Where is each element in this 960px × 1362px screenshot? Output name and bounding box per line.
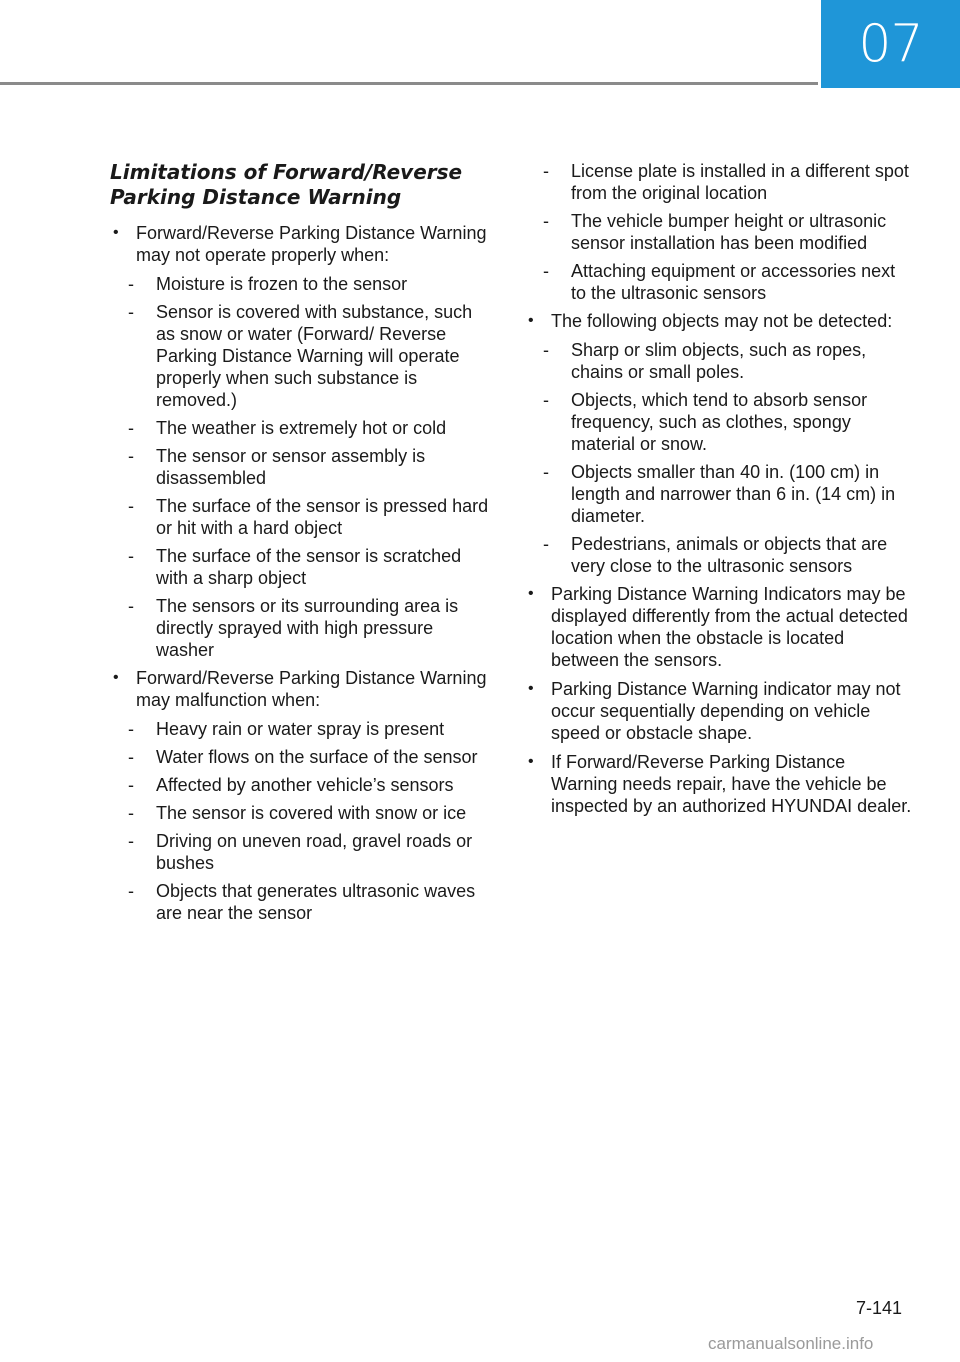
- sub-item-text: The surface of the sensor is pressed hard or hit with a hard object: [156, 496, 489, 538]
- bullet-icon: •: [113, 669, 119, 686]
- bullet-text: Parking Distance Warning Indicators may be displayed differently from the actual detected location when the obstacle is located between the sensors.: [551, 584, 908, 670]
- list-item: [525, 583, 915, 671]
- list-item: [525, 310, 915, 332]
- bullet-icon: •: [528, 312, 534, 329]
- sub-item-text: Pedestrians, animals or objects that are very close to the ultrasonic sensors: [571, 534, 888, 576]
- sub-item-text: Objects, which tend to absorb sensor frequency, such as clothes, spongy material or snow.: [571, 390, 868, 454]
- sub-list-item: [110, 417, 495, 439]
- sub-item-text: The sensor is covered with snow or ice: [156, 803, 467, 823]
- page-number: 7-141: [855, 1298, 902, 1318]
- dash-icon: -: [543, 261, 549, 281]
- sub-list-item: [525, 260, 915, 304]
- sub-list-item: [525, 160, 915, 204]
- dash-icon: -: [128, 274, 134, 294]
- sub-list-item: [110, 830, 495, 874]
- header-rule: [0, 82, 818, 85]
- sub-item-text: Heavy rain or water spray is present: [156, 719, 445, 739]
- right-column: [525, 160, 915, 824]
- sub-list-item: [525, 389, 915, 455]
- dash-icon: -: [128, 719, 134, 739]
- watermark-link[interactable]: carmanualsonline.info: [708, 1334, 874, 1353]
- bullet-icon: •: [528, 680, 534, 697]
- dash-icon: -: [128, 881, 134, 901]
- dash-icon: -: [543, 211, 549, 231]
- sub-item-text: Attaching equipment or accessories next to the ultrasonic sensors: [571, 261, 896, 303]
- list-item: [110, 222, 495, 266]
- dash-icon: -: [543, 462, 549, 482]
- sub-list-item: [110, 545, 495, 589]
- dash-icon: -: [543, 340, 549, 360]
- list-item: [525, 678, 915, 744]
- sub-list-item: [110, 495, 495, 539]
- dash-icon: -: [128, 446, 134, 466]
- sub-item-text: Moisture is frozen to the sensor: [156, 274, 408, 294]
- sub-item-text: License plate is installed in a different spot from the original location: [571, 161, 909, 203]
- sub-item-text: The weather is extremely hot or cold: [156, 418, 447, 438]
- bullet-text: Forward/Reverse Parking Distance Warning may not operate properly when:: [136, 223, 487, 265]
- dash-icon: -: [128, 546, 134, 566]
- sub-list-item: [110, 774, 495, 796]
- chapter-tab: 07: [821, 0, 960, 88]
- sub-list-item: [525, 533, 915, 577]
- dash-icon: -: [128, 831, 134, 851]
- bullet-text: Parking Distance Warning indicator may not occur sequentially depending on vehicle speed or obstacle shape.: [551, 679, 901, 743]
- bullet-icon: •: [113, 224, 119, 241]
- sub-list-item: [110, 718, 495, 740]
- bullet-text: If Forward/Reverse Parking Distance Warning needs repair, have the vehicle be inspected by an authorized HYUNDAI dealer.: [551, 752, 912, 816]
- section-heading-line-2: Parking Distance Warning: [110, 185, 402, 209]
- sub-item-text: The sensors or its surrounding area is directly sprayed with high pressure washer: [156, 596, 459, 660]
- sub-list-item: [110, 445, 495, 489]
- dash-icon: -: [543, 534, 549, 554]
- dash-icon: -: [543, 390, 549, 410]
- sub-list-item: [110, 880, 495, 924]
- dash-icon: -: [128, 596, 134, 616]
- sub-list-item: [110, 273, 495, 295]
- sub-item-text: Sharp or slim objects, such as ropes, chains or small poles.: [571, 340, 867, 382]
- dash-icon: -: [128, 302, 134, 322]
- sub-item-text: The surface of the sensor is scratched with a sharp object: [156, 546, 462, 588]
- sub-item-text: Affected by another vehicle’s sensors: [156, 775, 454, 795]
- section-heading: [110, 160, 495, 210]
- bullet-icon: •: [528, 753, 534, 770]
- sub-item-text: Water flows on the surface of the sensor: [156, 747, 478, 767]
- sub-list-item: [525, 461, 915, 527]
- section-heading-line-1: Limitations of Forward/Reverse: [110, 160, 463, 184]
- sub-list-item: [110, 301, 495, 411]
- sub-item-text: Driving on uneven road, gravel roads or bushes: [156, 831, 473, 873]
- sub-list-item: [110, 802, 495, 824]
- dash-icon: -: [128, 418, 134, 438]
- sub-list-item: [525, 339, 915, 383]
- dash-icon: -: [128, 747, 134, 767]
- dash-icon: -: [128, 496, 134, 516]
- left-column: [110, 160, 495, 930]
- sub-item-text: Objects that generates ultrasonic waves are near the sensor: [156, 881, 476, 923]
- list-item: [110, 667, 495, 711]
- bullet-text: The following objects may not be detected:: [551, 311, 893, 331]
- sub-item-text: Sensor is covered with substance, such as snow or water (Forward/ Reverse Parking Distance Warning will operate properly when such substance is removed.): [156, 302, 473, 410]
- bullet-icon: •: [528, 585, 534, 602]
- dash-icon: -: [543, 161, 549, 181]
- sub-list-item: [110, 746, 495, 768]
- sub-item-text: The sensor or sensor assembly is disassembled: [156, 446, 426, 488]
- dash-icon: -: [128, 803, 134, 823]
- bullet-text: Forward/Reverse Parking Distance Warning may malfunction when:: [136, 668, 487, 710]
- sub-item-text: The vehicle bumper height or ultrasonic sensor installation has been modified: [571, 211, 887, 253]
- sub-list-item: [525, 210, 915, 254]
- list-item: [525, 751, 915, 817]
- sub-list-item: [110, 595, 495, 661]
- dash-icon: -: [128, 775, 134, 795]
- sub-item-text: Objects smaller than 40 in. (100 cm) in length and narrower than 6 in. (14 cm) in diameter.: [571, 462, 896, 526]
